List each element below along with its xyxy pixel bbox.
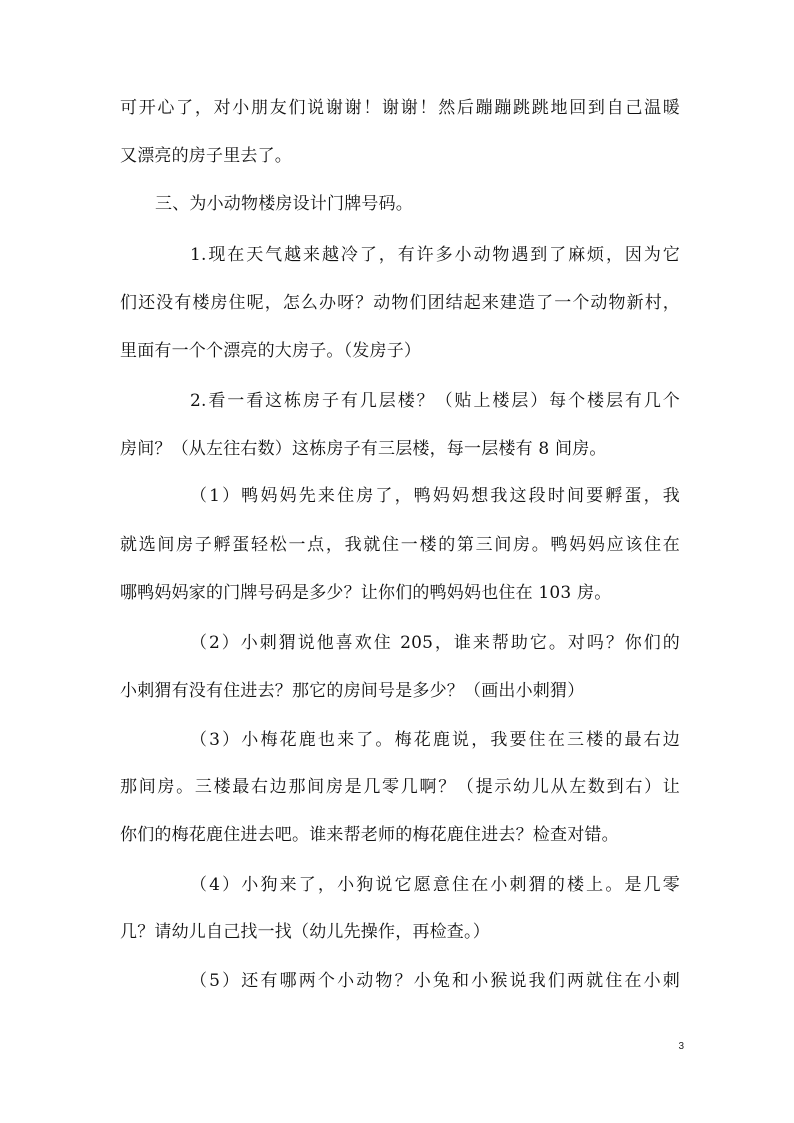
paragraph-line: 们还没有楼房住呢，怎么办呀？动物们团结起来建造了一个动物新村， — [120, 293, 680, 313]
paragraph-line: （2）小刺猬说他喜欢住 205，谁来帮助它。对吗？你们的 — [190, 633, 680, 653]
paragraph-line: （4）小狗来了，小狗说它愿意住在小刺猬的楼上。是几零 — [190, 875, 680, 895]
paragraph-line: 2.看一看这栋房子有几层楼？（贴上楼层）每个楼层有几个 — [190, 391, 680, 411]
paragraph-line: 房间？（从左往右数）这栋房子有三层楼，每一层楼有 8 间房。 — [120, 439, 607, 459]
paragraph-line: 就选间房子孵蛋轻松一点，我就住一楼的第三间房。鸭妈妈应该住在 — [120, 535, 680, 555]
paragraph-line: 几？请幼儿自己找一找（幼儿先操作，再检查。） — [120, 922, 490, 942]
paragraph-line: （1）鸭妈妈先来住房了，鸭妈妈想我这段时间要孵蛋，我 — [190, 486, 680, 506]
paragraph-line: 1.现在天气越来越冷了，有许多小动物遇到了麻烦，因为它 — [190, 245, 680, 265]
paragraph-line: 小刺猬有没有住进去？那它的房间号是多少？（画出小刺猬） — [120, 681, 585, 701]
paragraph-line: 你们的梅花鹿住进去吧。谁来帮老师的梅花鹿住进去？检查对错。 — [120, 825, 619, 845]
paragraph-line: （5）还有哪两个小动物？小兔和小猴说我们两就住在小刺 — [190, 971, 680, 991]
page-number: 3 — [678, 1041, 684, 1052]
paragraph-line: 那间房。三楼最右边那间房是几零几啊？（提示幼儿从左数到右）让 — [120, 777, 680, 797]
paragraph-line: 里面有一个个漂亮的大房子。（发房子） — [120, 341, 422, 361]
paragraph-line: 又漂亮的房子里去了。 — [120, 146, 292, 166]
paragraph-line: 哪鸭妈妈家的门牌号码是多少？让你们的鸭妈妈也住在 103 房。 — [120, 583, 612, 603]
section-heading: 三、为小动物楼房设计门牌号码。 — [155, 194, 413, 214]
paragraph-line: 可开心了，对小朋友们说谢谢！谢谢！然后蹦蹦跳跳地回到自己温暖 — [120, 98, 680, 118]
paragraph-line: （3）小梅花鹿也来了。梅花鹿说，我要住在三楼的最右边 — [190, 730, 680, 750]
